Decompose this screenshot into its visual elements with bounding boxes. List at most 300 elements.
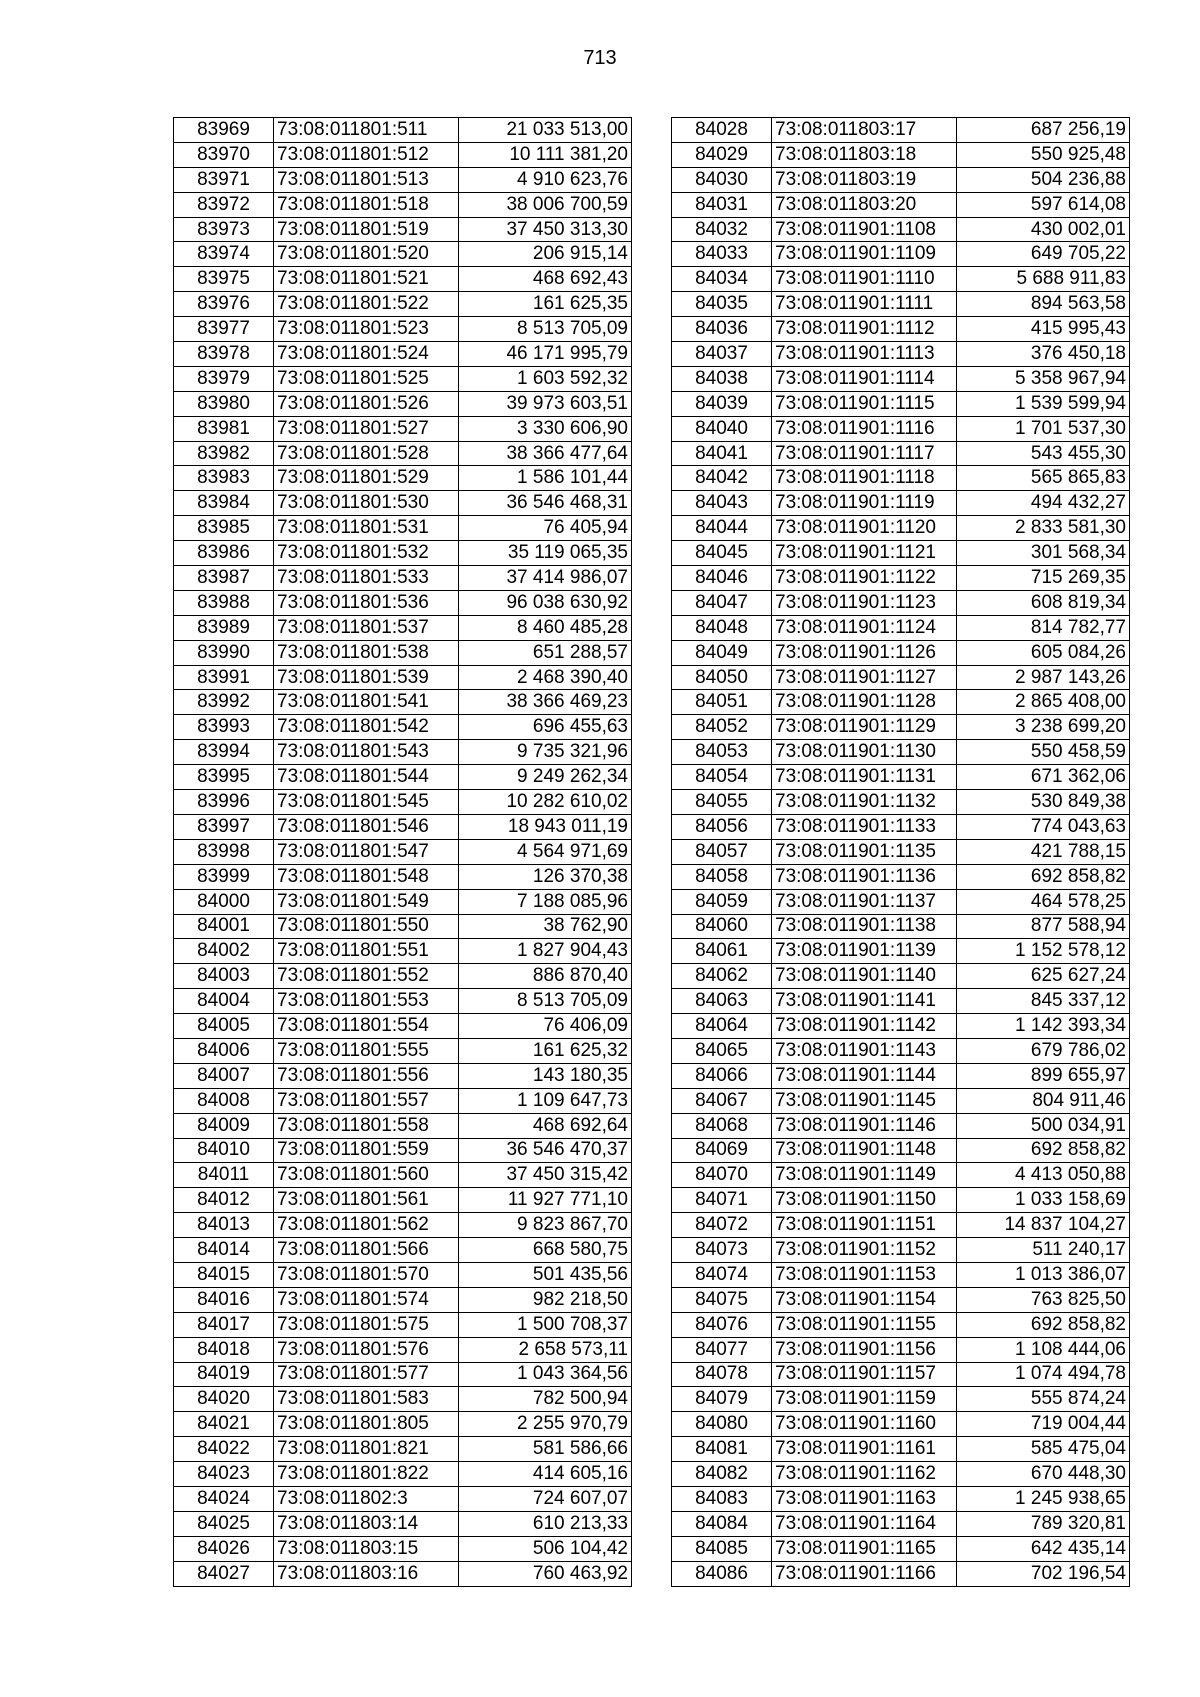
cadastral-number-cell: 73:08:011901:1151 xyxy=(772,1213,957,1238)
cadastral-number-cell: 73:08:011901:1140 xyxy=(772,964,957,989)
cadastral-number-cell: 73:08:011801:523 xyxy=(274,317,459,342)
value-cell: 2 468 390,40 xyxy=(459,665,632,690)
table-row xyxy=(174,1213,632,1238)
row-number-cell: 84040 xyxy=(672,416,772,441)
cadastral-number-cell: 73:08:011901:1136 xyxy=(772,864,957,889)
row-number-cell: 84004 xyxy=(174,989,274,1014)
table-row xyxy=(672,1561,1130,1586)
table-row xyxy=(672,1213,1130,1238)
cadastral-number-cell: 73:08:011801:532 xyxy=(274,541,459,566)
value-cell: 642 435,14 xyxy=(957,1536,1130,1561)
table-row xyxy=(174,790,632,815)
value-cell: 1 827 904,43 xyxy=(459,939,632,964)
cadastral-number-cell: 73:08:011901:1129 xyxy=(772,715,957,740)
cadastral-number-cell: 73:08:011801:577 xyxy=(274,1362,459,1387)
table-row xyxy=(672,690,1130,715)
value-cell: 724 607,07 xyxy=(459,1486,632,1511)
value-cell: 143 180,35 xyxy=(459,1063,632,1088)
row-number-cell: 84080 xyxy=(672,1412,772,1437)
row-number-cell: 84057 xyxy=(672,839,772,864)
row-number-cell: 83989 xyxy=(174,615,274,640)
value-cell: 845 337,12 xyxy=(957,989,1130,1014)
cadastral-number-cell: 73:08:011801:552 xyxy=(274,964,459,989)
row-number-cell: 83995 xyxy=(174,765,274,790)
value-cell: 5 358 967,94 xyxy=(957,366,1130,391)
cadastral-number-cell: 73:08:011801:520 xyxy=(274,242,459,267)
page-number: 713 xyxy=(583,47,617,69)
table-row xyxy=(672,1337,1130,1362)
row-number-cell: 84079 xyxy=(672,1387,772,1412)
value-cell: 982 218,50 xyxy=(459,1287,632,1312)
cadastral-number-cell: 73:08:011901:1164 xyxy=(772,1511,957,1536)
table-row xyxy=(672,1312,1130,1337)
row-number-cell: 84012 xyxy=(174,1188,274,1213)
row-number-cell: 84003 xyxy=(174,964,274,989)
row-number-cell: 83982 xyxy=(174,441,274,466)
value-cell: 530 849,38 xyxy=(957,790,1130,815)
row-number-cell: 84007 xyxy=(174,1063,274,1088)
row-number-cell: 83985 xyxy=(174,516,274,541)
table-row xyxy=(672,1287,1130,1312)
row-number-cell: 84036 xyxy=(672,317,772,342)
cadastral-number-cell: 73:08:011801:519 xyxy=(274,217,459,242)
cadastral-number-cell: 73:08:011901:1145 xyxy=(772,1088,957,1113)
cadastral-number-cell: 73:08:011803:15 xyxy=(274,1536,459,1561)
value-cell: 76 406,09 xyxy=(459,1014,632,1039)
cadastral-number-cell: 73:08:011801:570 xyxy=(274,1262,459,1287)
cadastral-number-cell: 73:08:011901:1160 xyxy=(772,1412,957,1437)
cadastral-number-cell: 73:08:011801:533 xyxy=(274,566,459,591)
row-number-cell: 84071 xyxy=(672,1188,772,1213)
cadastral-number-cell: 73:08:011901:1144 xyxy=(772,1063,957,1088)
row-number-cell: 84083 xyxy=(672,1486,772,1511)
value-cell: 1 142 393,34 xyxy=(957,1014,1130,1039)
row-number-cell: 83981 xyxy=(174,416,274,441)
table-row xyxy=(174,167,632,192)
row-number-cell: 84038 xyxy=(672,366,772,391)
row-number-cell: 83988 xyxy=(174,590,274,615)
row-number-cell: 84042 xyxy=(672,466,772,491)
row-number-cell: 83971 xyxy=(174,167,274,192)
value-cell: 10 282 610,02 xyxy=(459,790,632,815)
table-row xyxy=(174,640,632,665)
value-cell: 9 823 867,70 xyxy=(459,1213,632,1238)
value-cell: 161 625,35 xyxy=(459,292,632,317)
value-cell: 8 460 485,28 xyxy=(459,615,632,640)
cadastral-number-cell: 73:08:011901:1137 xyxy=(772,889,957,914)
row-number-cell: 84077 xyxy=(672,1337,772,1362)
row-number-cell: 84021 xyxy=(174,1412,274,1437)
row-number-cell: 84000 xyxy=(174,889,274,914)
value-cell: 2 865 408,00 xyxy=(957,690,1130,715)
table-row xyxy=(174,1412,632,1437)
value-cell: 5 688 911,83 xyxy=(957,267,1130,292)
row-number-cell: 84015 xyxy=(174,1262,274,1287)
cadastral-number-cell: 73:08:011801:547 xyxy=(274,839,459,864)
cadastral-number-cell: 73:08:011901:1114 xyxy=(772,366,957,391)
row-number-cell: 83983 xyxy=(174,466,274,491)
value-cell: 1 013 386,07 xyxy=(957,1262,1130,1287)
cadastral-number-cell: 73:08:011901:1138 xyxy=(772,914,957,939)
value-cell: 550 925,48 xyxy=(957,142,1130,167)
row-number-cell: 84014 xyxy=(174,1238,274,1263)
table-row xyxy=(174,1312,632,1337)
value-cell: 814 782,77 xyxy=(957,615,1130,640)
value-cell: 500 034,91 xyxy=(957,1113,1130,1138)
value-cell: 4 413 050,88 xyxy=(957,1163,1130,1188)
row-number-cell: 83978 xyxy=(174,342,274,367)
row-number-cell: 83993 xyxy=(174,715,274,740)
value-cell: 38 006 700,59 xyxy=(459,192,632,217)
table-row xyxy=(174,1113,632,1138)
value-cell: 2 658 573,11 xyxy=(459,1337,632,1362)
table-row xyxy=(672,416,1130,441)
value-cell: 1 500 708,37 xyxy=(459,1312,632,1337)
table-row xyxy=(672,1536,1130,1561)
cadastral-number-cell: 73:08:011901:1127 xyxy=(772,665,957,690)
cadastral-number-cell: 73:08:011901:1139 xyxy=(772,939,957,964)
row-number-cell: 83992 xyxy=(174,690,274,715)
row-number-cell: 84066 xyxy=(672,1063,772,1088)
row-number-cell: 84085 xyxy=(672,1536,772,1561)
table-row xyxy=(672,989,1130,1014)
cadastral-number-cell: 73:08:011801:574 xyxy=(274,1287,459,1312)
table-row xyxy=(174,1063,632,1088)
table-row xyxy=(672,740,1130,765)
cadastral-number-cell: 73:08:011803:14 xyxy=(274,1511,459,1536)
row-number-cell: 83977 xyxy=(174,317,274,342)
value-cell: 8 513 705,09 xyxy=(459,317,632,342)
row-number-cell: 83970 xyxy=(174,142,274,167)
table-row xyxy=(174,1188,632,1213)
row-number-cell: 83999 xyxy=(174,864,274,889)
value-cell: 782 500,94 xyxy=(459,1387,632,1412)
value-cell: 506 104,42 xyxy=(459,1536,632,1561)
row-number-cell: 84010 xyxy=(174,1138,274,1163)
value-cell: 415 995,43 xyxy=(957,317,1130,342)
row-number-cell: 84039 xyxy=(672,391,772,416)
table-row xyxy=(174,1337,632,1362)
table-row xyxy=(174,242,632,267)
table-row xyxy=(174,342,632,367)
cadastral-number-cell: 73:08:011901:1152 xyxy=(772,1238,957,1263)
cadastral-number-cell: 73:08:011801:559 xyxy=(274,1138,459,1163)
cadastral-number-cell: 73:08:011901:1153 xyxy=(772,1262,957,1287)
value-cell: 430 002,01 xyxy=(957,217,1130,242)
row-number-cell: 84072 xyxy=(672,1213,772,1238)
row-number-cell: 84055 xyxy=(672,790,772,815)
table-row xyxy=(672,342,1130,367)
row-number-cell: 84082 xyxy=(672,1462,772,1487)
cadastral-number-cell: 73:08:011801:554 xyxy=(274,1014,459,1039)
table-row xyxy=(174,1561,632,1586)
cadastral-number-cell: 73:08:011801:522 xyxy=(274,292,459,317)
cadastral-number-cell: 73:08:011901:1148 xyxy=(772,1138,957,1163)
value-cell: 692 858,82 xyxy=(957,1138,1130,1163)
table-row xyxy=(174,1437,632,1462)
value-cell: 1 109 647,73 xyxy=(459,1088,632,1113)
table-row xyxy=(174,1088,632,1113)
cadastral-number-cell: 73:08:011801:527 xyxy=(274,416,459,441)
row-number-cell: 84045 xyxy=(672,541,772,566)
row-number-cell: 84061 xyxy=(672,939,772,964)
value-cell: 719 004,44 xyxy=(957,1412,1130,1437)
value-cell: 1 074 494,78 xyxy=(957,1362,1130,1387)
row-number-cell: 84029 xyxy=(672,142,772,167)
value-cell: 1 108 444,06 xyxy=(957,1337,1130,1362)
value-cell: 96 038 630,92 xyxy=(459,590,632,615)
value-cell: 668 580,75 xyxy=(459,1238,632,1263)
table-row xyxy=(672,1238,1130,1263)
table-row xyxy=(174,765,632,790)
cadastral-number-cell: 73:08:011801:526 xyxy=(274,391,459,416)
cadastral-number-cell: 73:08:011901:1161 xyxy=(772,1437,957,1462)
table-row xyxy=(672,1014,1130,1039)
row-number-cell: 83979 xyxy=(174,366,274,391)
cadastral-number-cell: 73:08:011801:546 xyxy=(274,814,459,839)
row-number-cell: 84020 xyxy=(174,1387,274,1412)
cadastral-number-cell: 73:08:011801:583 xyxy=(274,1387,459,1412)
table-row xyxy=(672,1362,1130,1387)
cadastral-number-cell: 73:08:011801:548 xyxy=(274,864,459,889)
cadastral-number-cell: 73:08:011901:1165 xyxy=(772,1536,957,1561)
row-number-cell: 84058 xyxy=(672,864,772,889)
cadastral-number-cell: 73:08:011801:544 xyxy=(274,765,459,790)
table-row xyxy=(672,1138,1130,1163)
table-row xyxy=(672,790,1130,815)
table-row xyxy=(174,1262,632,1287)
value-cell: 550 458,59 xyxy=(957,740,1130,765)
row-number-cell: 84084 xyxy=(672,1511,772,1536)
row-number-cell: 84078 xyxy=(672,1362,772,1387)
table-row xyxy=(174,292,632,317)
table-row xyxy=(174,391,632,416)
row-number-cell: 84062 xyxy=(672,964,772,989)
table-row xyxy=(174,590,632,615)
value-cell: 501 435,56 xyxy=(459,1262,632,1287)
cadastral-number-cell: 73:08:011803:16 xyxy=(274,1561,459,1586)
cadastral-number-cell: 73:08:011901:1133 xyxy=(772,814,957,839)
value-cell: 702 196,54 xyxy=(957,1561,1130,1586)
table-row xyxy=(174,814,632,839)
table-body xyxy=(174,118,632,1587)
row-number-cell: 84076 xyxy=(672,1312,772,1337)
cadastral-number-cell: 73:08:011901:1117 xyxy=(772,441,957,466)
cadastral-number-cell: 73:08:011801:822 xyxy=(274,1462,459,1487)
value-cell: 464 578,25 xyxy=(957,889,1130,914)
row-number-cell: 83975 xyxy=(174,267,274,292)
table-row xyxy=(174,864,632,889)
value-cell: 4 910 623,76 xyxy=(459,167,632,192)
cadastral-number-cell: 73:08:011801:553 xyxy=(274,989,459,1014)
table-row xyxy=(174,118,632,143)
cadastral-number-cell: 73:08:011901:1142 xyxy=(772,1014,957,1039)
value-cell: 39 973 603,51 xyxy=(459,391,632,416)
value-cell: 581 586,66 xyxy=(459,1437,632,1462)
cadastral-number-cell: 73:08:011801:805 xyxy=(274,1412,459,1437)
row-number-cell: 84016 xyxy=(174,1287,274,1312)
value-cell: 894 563,58 xyxy=(957,292,1130,317)
row-number-cell: 84073 xyxy=(672,1238,772,1263)
cadastral-number-cell: 73:08:011801:557 xyxy=(274,1088,459,1113)
cadastral-number-cell: 73:08:011801:558 xyxy=(274,1113,459,1138)
row-number-cell: 84069 xyxy=(672,1138,772,1163)
cadastral-number-cell: 73:08:011801:524 xyxy=(274,342,459,367)
table-row xyxy=(174,1038,632,1063)
cadastral-number-cell: 73:08:011901:1132 xyxy=(772,790,957,815)
row-number-cell: 84043 xyxy=(672,491,772,516)
cadastral-number-cell: 73:08:011901:1123 xyxy=(772,590,957,615)
row-number-cell: 84024 xyxy=(174,1486,274,1511)
value-cell: 565 865,83 xyxy=(957,466,1130,491)
value-cell: 36 546 470,37 xyxy=(459,1138,632,1163)
row-number-cell: 84027 xyxy=(174,1561,274,1586)
table-row xyxy=(174,914,632,939)
value-cell: 597 614,08 xyxy=(957,192,1130,217)
table-row xyxy=(672,1113,1130,1138)
value-cell: 376 450,18 xyxy=(957,342,1130,367)
value-cell: 692 858,82 xyxy=(957,1312,1130,1337)
row-number-cell: 84041 xyxy=(672,441,772,466)
row-number-cell: 84060 xyxy=(672,914,772,939)
row-number-cell: 84034 xyxy=(672,267,772,292)
row-number-cell: 84017 xyxy=(174,1312,274,1337)
table-row xyxy=(672,516,1130,541)
table-row xyxy=(672,889,1130,914)
cadastral-number-cell: 73:08:011801:549 xyxy=(274,889,459,914)
table-row xyxy=(672,615,1130,640)
row-number-cell: 84031 xyxy=(672,192,772,217)
cadastral-number-cell: 73:08:011901:1135 xyxy=(772,839,957,864)
value-cell: 35 119 065,35 xyxy=(459,541,632,566)
value-cell: 555 874,24 xyxy=(957,1387,1130,1412)
value-cell: 2 833 581,30 xyxy=(957,516,1130,541)
table-row xyxy=(672,142,1130,167)
table-row xyxy=(672,864,1130,889)
cadastral-number-cell: 73:08:011801:528 xyxy=(274,441,459,466)
cadastral-number-cell: 73:08:011801:566 xyxy=(274,1238,459,1263)
cadastral-number-cell: 73:08:011801:511 xyxy=(274,118,459,143)
row-number-cell: 83984 xyxy=(174,491,274,516)
cadastral-number-cell: 73:08:011801:541 xyxy=(274,690,459,715)
cadastral-number-cell: 73:08:011901:1149 xyxy=(772,1163,957,1188)
row-number-cell: 84023 xyxy=(174,1462,274,1487)
table-row xyxy=(174,1138,632,1163)
table-row xyxy=(672,1188,1130,1213)
row-number-cell: 84063 xyxy=(672,989,772,1014)
row-number-cell: 83991 xyxy=(174,665,274,690)
value-cell: 2 255 970,79 xyxy=(459,1412,632,1437)
value-cell: 414 605,16 xyxy=(459,1462,632,1487)
table-row xyxy=(174,1362,632,1387)
value-cell: 671 362,06 xyxy=(957,765,1130,790)
value-cell: 692 858,82 xyxy=(957,864,1130,889)
value-cell: 3 330 606,90 xyxy=(459,416,632,441)
row-number-cell: 84033 xyxy=(672,242,772,267)
cadastral-number-cell: 73:08:011801:536 xyxy=(274,590,459,615)
cadastral-number-cell: 73:08:011803:18 xyxy=(772,142,957,167)
cadastral-number-cell: 73:08:011801:551 xyxy=(274,939,459,964)
value-cell: 899 655,97 xyxy=(957,1063,1130,1088)
table-row xyxy=(672,1486,1130,1511)
value-cell: 670 448,30 xyxy=(957,1462,1130,1487)
row-number-cell: 84030 xyxy=(672,167,772,192)
value-cell: 494 432,27 xyxy=(957,491,1130,516)
table-row xyxy=(174,889,632,914)
value-cell: 1 539 599,94 xyxy=(957,391,1130,416)
value-cell: 36 546 468,31 xyxy=(459,491,632,516)
row-number-cell: 84046 xyxy=(672,566,772,591)
row-number-cell: 84064 xyxy=(672,1014,772,1039)
table-row xyxy=(174,1238,632,1263)
table-row xyxy=(672,914,1130,939)
table-row xyxy=(174,441,632,466)
table-row xyxy=(174,317,632,342)
cadastral-number-cell: 73:08:011901:1111 xyxy=(772,292,957,317)
table-row xyxy=(672,1262,1130,1287)
cadastral-number-cell: 73:08:011901:1122 xyxy=(772,566,957,591)
cadastral-number-cell: 73:08:011901:1109 xyxy=(772,242,957,267)
row-number-cell: 84052 xyxy=(672,715,772,740)
row-number-cell: 84053 xyxy=(672,740,772,765)
table-row xyxy=(672,441,1130,466)
value-cell: 76 405,94 xyxy=(459,516,632,541)
value-cell: 1 245 938,65 xyxy=(957,1486,1130,1511)
table-row xyxy=(174,740,632,765)
table-row xyxy=(672,765,1130,790)
value-cell: 21 033 513,00 xyxy=(459,118,632,143)
table-row xyxy=(672,118,1130,143)
table-row xyxy=(174,366,632,391)
value-cell: 504 236,88 xyxy=(957,167,1130,192)
value-cell: 1 701 537,30 xyxy=(957,416,1130,441)
table-row xyxy=(174,1287,632,1312)
value-cell: 651 288,57 xyxy=(459,640,632,665)
cadastral-number-cell: 73:08:011801:529 xyxy=(274,466,459,491)
value-cell: 37 450 313,30 xyxy=(459,217,632,242)
cadastral-number-cell: 73:08:011801:555 xyxy=(274,1038,459,1063)
cadastral-number-cell: 73:08:011801:539 xyxy=(274,665,459,690)
value-cell: 679 786,02 xyxy=(957,1038,1130,1063)
cadastral-number-cell: 73:08:011801:537 xyxy=(274,615,459,640)
row-number-cell: 84054 xyxy=(672,765,772,790)
cadastral-number-cell: 73:08:011901:1131 xyxy=(772,765,957,790)
value-cell: 789 320,81 xyxy=(957,1511,1130,1536)
cadastral-number-cell: 73:08:011901:1163 xyxy=(772,1486,957,1511)
cadastral-number-cell: 73:08:011801:521 xyxy=(274,267,459,292)
table-row xyxy=(672,167,1130,192)
table-row xyxy=(174,989,632,1014)
value-cell: 9 249 262,34 xyxy=(459,765,632,790)
cadastral-number-cell: 73:08:011901:1120 xyxy=(772,516,957,541)
value-cell: 610 213,33 xyxy=(459,1511,632,1536)
table-row xyxy=(672,814,1130,839)
table-row xyxy=(672,217,1130,242)
cadastral-number-cell: 73:08:011803:17 xyxy=(772,118,957,143)
row-number-cell: 84048 xyxy=(672,615,772,640)
value-cell: 468 692,43 xyxy=(459,267,632,292)
cadastral-number-cell: 73:08:011901:1124 xyxy=(772,615,957,640)
cadastral-number-cell: 73:08:011901:1162 xyxy=(772,1462,957,1487)
value-cell: 37 450 315,42 xyxy=(459,1163,632,1188)
value-cell: 543 455,30 xyxy=(957,441,1130,466)
table-row xyxy=(672,590,1130,615)
table-row xyxy=(672,491,1130,516)
table-row xyxy=(672,839,1130,864)
table-row xyxy=(174,491,632,516)
value-cell: 46 171 995,79 xyxy=(459,342,632,367)
cadastral-number-cell: 73:08:011801:542 xyxy=(274,715,459,740)
